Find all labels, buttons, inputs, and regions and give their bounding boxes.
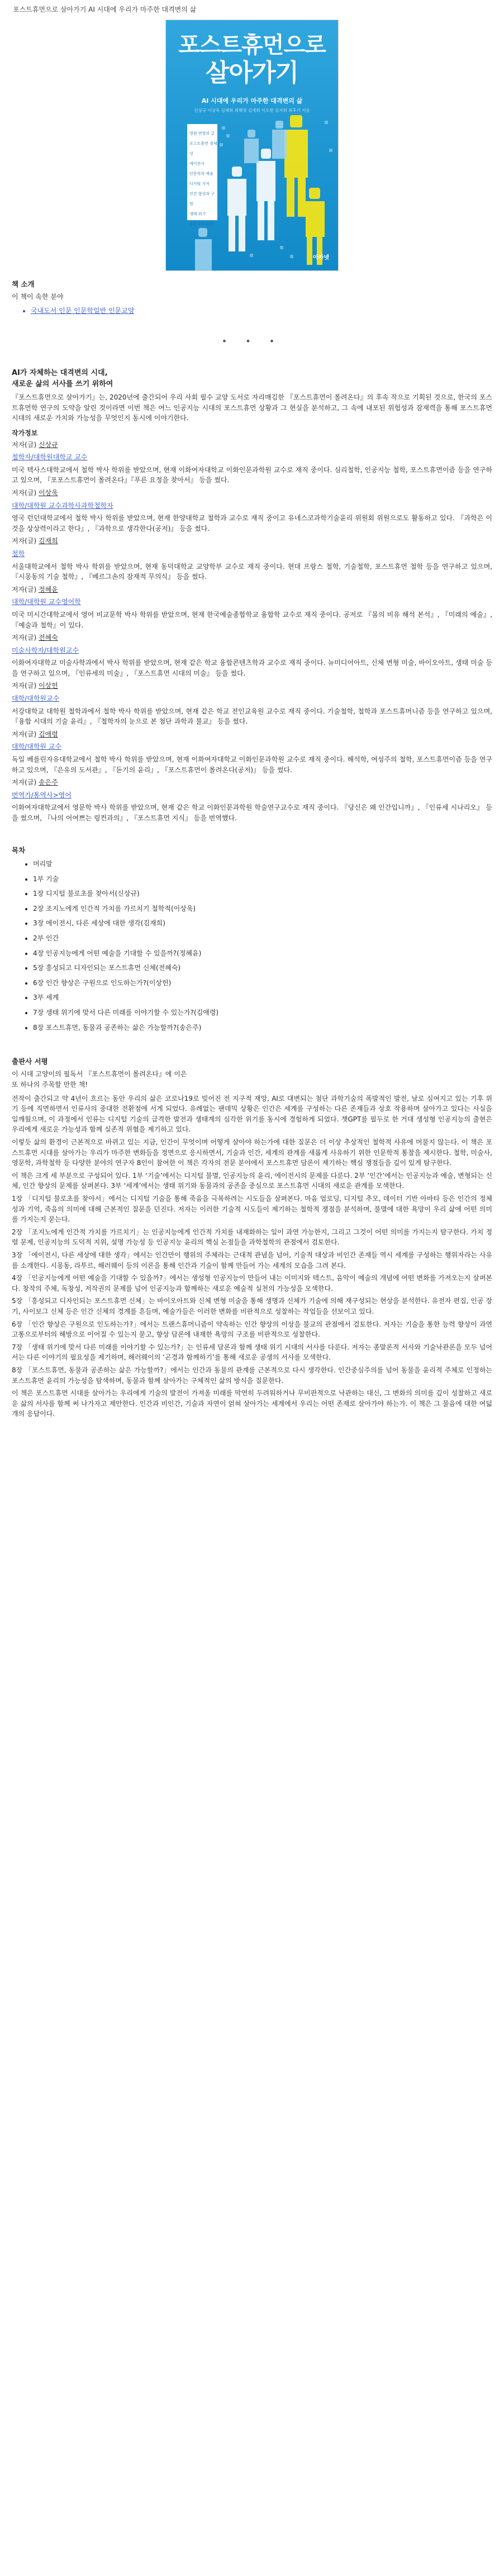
review-paragraph: 5장 「흥성되고 디자인되는 포스트휴먼 신체」는 바이오아트와 신체 변형 미술을 통해 생명과 신체가 기술에 의해 재구성되는 현상을 분석한다. 유전자 편집, 인공 장기, 사이보그 신체 등은 인간 신체의 경계를 흔들며, 예술가들은 이러한 변화를 비판적으로 성찰하는 작업들을 선보이고 있다.: [12, 1297, 492, 1315]
review-lead-2: 또 하나의 주목할 만한 책!: [12, 1081, 88, 1089]
toc-list: [12, 859, 492, 1033]
author-label: 저자(글): [12, 730, 37, 738]
toc-item: • 1장 디지털 불로초를 찾아서(신상규): [33, 888, 492, 899]
field-heading: 이 책이 속한 분야: [12, 292, 64, 301]
intro-title: AI가 자체하는 대격변의 시대,: [12, 368, 108, 377]
breadcrumb: 포스트휴먼으로 살아가기 AI 시대에 우리가 마주한 대격변의 삶: [13, 6, 197, 13]
author-bio: 미국 텍사스대학교에서 철학 박사 학위를 받았으며, 현재 이화여자대학교 이화인문과학원 교수로 재직 중이다. 심리철학, 인공지능 철학, 포스트휴먼이즘 등을 연구하고 있으며, 『포포스트휴먼이 몰려온다』『푸른 요정을 찾아서』 등을 썼다.: [12, 465, 492, 484]
toc-item: • 2장 조지노에게 인간적 가치를 가르치기 철학적(이상욱): [33, 904, 492, 914]
toc-item: • 2부 인간: [33, 933, 492, 944]
author-entry: [12, 729, 492, 775]
author-role[interactable]: 대학/대학원 교수과학사과학철학자: [12, 501, 113, 510]
author-label: 저자(글): [12, 634, 37, 642]
book-cover[interactable]: [165, 20, 339, 271]
cover-toc-list: [189, 129, 217, 229]
book-intro-heading: 책 소개: [12, 279, 35, 288]
author-bio: 서울대학교에서 철학 박사 학위를 받았으며, 현재 동덕대학교 교양학부 교수로 재직 중이다. 현대 프랑스 철학, 기술철학, 포스트휴먼 철학 등을 연구하고 있으며, 『시몽동의 기술 철학』, 『베르그손의 잠재적 무의식』 등을 썼다.: [12, 562, 492, 581]
field-list: [12, 306, 492, 316]
author-role[interactable]: 미술사학자/대학원교수: [12, 646, 79, 654]
author-entry: [12, 681, 492, 726]
author-name[interactable]: 송은주: [38, 778, 58, 787]
review-paragraph: 전작이 출간되고 약 4년이 흐르는 동안 우리의 삶은 코로나19로 빚어진 전 지구적 재앙, AI로 대변되는 첨단 과학기술의 폭발적인 발전, 날로 심여지고 있는 기후 위기 등에 직면하면서 인류사의 중대한 전환점에 서게 되었다. 유례없는 팬데믹 상황은 인간은 세계를 구성하는 다른 존재들과 상호 작용하며 살아가고 있다는 사실을 일깨웠으며, 이 과정에서 인류는 디지털 기술의 급격한 발전과 생태계의 심각한 위기를 동시에 경험하게 되었다. 챗GPT를 필두로 한 거대 생성형 인공지능의 출현은 우리에게 새로운 가능성과 함께 실존적 위협을 제기하고 있다.: [12, 1094, 492, 1134]
toc-item: • 8장 포스트휴먼, 동물과 공존하는 삶은 가능할까?(송은주): [33, 1023, 492, 1033]
author-role[interactable]: 대학/대학원교수: [12, 695, 60, 703]
author-role[interactable]: 철학: [12, 549, 25, 558]
author-name[interactable]: 정혜윤: [38, 585, 58, 593]
review-heading: 출판사 서평: [12, 1057, 48, 1066]
author-name-line: [12, 681, 492, 691]
author-label: 저자(글): [12, 537, 37, 545]
author-name-line: [12, 633, 492, 643]
review-paragraph: 1장 「디지털 불로초를 찾아서」에서는 디지털 기술을 통해 죽음을 극복하려는 시도들을 살펴본다. 마음 업로딩, 디지털 추모, 데이터 기반 아바타 등은 인간의 정체성과 기억, 죽음의 의미에 대해 근본적인 질문을 던진다. 저자는 이러한 기술적 시도들이 제기하는 철학적 쟁점을 분석하며, 불멸에 대한 욕망이 우리 삶에 어떤 의미를 가지는지 묻는다.: [12, 1195, 492, 1224]
review-paragraph: 3장 「에이전시, 다른 세상에 대한 생각」에서는 인간만이 행위의 주체라는 근대적 관념을 넘어, 기술적 대상과 비인간 존재들 역시 세계를 구성하는 행위자라는 사유를 소개한다. 시몽동, 라투르, 해러웨이 등의 이론을 통해 인간과 기술이 함께 만들어 가는 세계의 모습을 그려 본다.: [12, 1251, 492, 1270]
cover-toc-item: 디지털 지식: [189, 181, 210, 186]
intro-title-2: 새로운 삶의 서사를 쓰기 위하여: [12, 380, 113, 389]
author-entry: [12, 488, 492, 534]
toc-item: • 1부 기술: [33, 874, 492, 885]
review-paragraph: 이렇듯 삶의 환경이 근본적으로 바뀌고 있는 지금, 인간이 무엇이며 어떻게 살아야 하는가에 대한 질문은 더 이상 추상적인 철학적 사유에 머물지 않는다. 이 책은 포스트휴먼 시대를 살아가는 우리가 마주한 변화들을 정면으로 응시하면서, 기술과 인간, 세계의 관계를 새롭게 사유하기 위한 인문학적 통찰을 제시한다. 철학, 미술사, 영문학, 과학철학 등 다양한 분야의 연구자 8인이 참여한 이 책은 각자의 전문 분야에서 포스트휴먼 담론이 제기하는 핵심 쟁점들을 깊이 있게 탐구한다.: [12, 1138, 492, 1167]
toc-item: • 3부 세계: [33, 992, 492, 1003]
cover-title-line1: 포스트휴먼으로: [178, 32, 326, 58]
author-bio: 미국 미시간대학교에서 영어 비교문학 박사 학위를 받았으며, 현재 한국예술종합학교 융합학 교수로 재직 중이다. 공저로 『몸의 비유 해석 본석』, 『미래의 예술』, 『예술과 철학』이 있다.: [12, 610, 492, 629]
cover-subtitle: AI 시대에 우리가 마주한 대격변의 삶: [201, 97, 303, 104]
toc-item: • 5장 흥성되고 디자인되는 포스트휴먼 신체(전혜숙): [33, 963, 492, 973]
author-bio: 영국 런던대학교에서 철학 박사 학위를 받았으며, 현재 한양대학교 철학과 교수로 재직 중이고 유네스코과학기술윤리 위원회 위원으로도 활동하고 있다. 『과학은 이것을 상상력이라고 한다』, 『과학으로 생각한다(공저)』 등을 썼다.: [12, 514, 492, 533]
author-bio: 독일 베를린자유대학교에서 철학 박사 학위를 받았으며, 현재 이화여자대학교 이화인문과학원 교수로 재직 중이다. 해석학, 여성주의 철학, 포스트휴먼이즘 등을 연구하고 있으며, 『은유의 도서관』, 『듣기의 윤리』, 『포스트휴먼이 몰려온다(공저)』 등을 썼다.: [12, 755, 492, 774]
cover-toc-item: 인문학과 예술: [189, 171, 213, 176]
cover-toc-item: 에이전시: [189, 161, 205, 166]
author-list: [12, 440, 492, 824]
author-name[interactable]: 김애령: [38, 730, 58, 738]
author-name-line: [12, 440, 492, 450]
author-entry: [12, 536, 492, 582]
author-name[interactable]: 전혜숙: [38, 634, 58, 642]
author-bio: 이화여자대학교에서 영문학 박사 학위를 받았으며, 현재 같은 학교 이화인문과학원 학술연구교수로 재직 중이다. 『당신은 왜 인간입니까』, 『인류세 시나리오』 등을 썼으며, 『나의 어여쁘는 링컨과의』, 『포스트휴먼 지식』 등을 번역했다.: [12, 804, 492, 823]
review-paragraph: 8장 「포스트휴먼, 동물과 공존하는 삶은 가능할까?」에서는 인간과 동물의 관계를 근본적으로 다시 생각한다. 인간중심주의를 넘어 동물을 윤리적 주체로 인정하는 포스트휴먼 윤리의 가능성을 탐색하며, 동물과 함께 살아가는 구체적인 삶의 방식을 질문한다.: [12, 1366, 492, 1385]
author-role[interactable]: 대학/대학원 교수: [12, 743, 62, 751]
author-name-line: [12, 729, 492, 740]
review-paragraph: 6장 「인간 향상은 구원으로 인도하는가?」에서는 트랜스휴머니즘이 약속하는 인간 향상의 이상을 불교의 관점에서 검토한다. 저자는 기술을 통한 능력 향상이 과연 고통으로부터의 해방으로 이어질 수 있는지 묻고, 향상 담론에 내재한 욕망의 구조를 비판적으로 성찰한다.: [12, 1320, 492, 1339]
author-label: 저자(글): [12, 488, 37, 497]
cover-toc-item: 인간 향상과 구원: [189, 191, 215, 206]
review-paragraph: 이 책은 포스트휴먼 시대를 살아가는 우리에게 기술의 발전이 가져올 미래를 막연히 두려워하거나 무비판적으로 낙관하는 대신, 그 변화의 의미를 깊이 성찰하고 새로운 삶의 서사를 함께 써 나가자고 제안한다. 인간과 비인간, 기술과 자연이 얽혀 살아가는 세계에서 우리는 어떤 존재로 살아가야 하는가. 이 책은 그 물음에 대한 여덟 개의 응답이다.: [12, 1389, 492, 1418]
toc-item: • 7장 생태 위기에 맞서 다른 미래를 이야기할 수 있는가?(김애령): [33, 1007, 492, 1018]
author-name[interactable]: 신상규: [38, 440, 58, 449]
author-entry: [12, 584, 492, 630]
cover-title: [166, 32, 338, 88]
review-paragraph: 4장 「인공지능에게 어떤 예술을 기대할 수 있을까?」에서는 생성형 인공지능이 만들어 내는 이미지와 텍스트, 음악이 예술의 개념에 어떤 변화를 가져오는지 살펴본다. 창작의 주체, 독창성, 저작권의 문제를 넘어 인공지능과 함께하는 새로운 예술적 실천의 가능성을 모색한다.: [12, 1274, 492, 1292]
cover-title-line2: 살아가기: [205, 58, 298, 87]
cover-authors: 신상규 이상욱 김재희 최혜정 김재희 이도현 김지희 최후기 지음: [194, 107, 310, 113]
section-separator: • • •: [221, 336, 283, 347]
field-link[interactable]: • 국내도서 인문 인문학일반 인문교양: [31, 306, 492, 316]
review-paragraph: 이 책은 크게 세 부분으로 구성되어 있다. 1부 ‘기술’에서는 디지털 불멸, 인공지능의 윤리, 에이전시의 문제를 다룬다. 2부 ‘인간’에서는 인공지능과 예술, 변형되는 신체, 인간 향상의 문제를 살펴본다. 3부 ‘세계’에서는 생태 위기와 동물과의 공존을 중심으로 포스트휴먼 시대의 새로운 관계를 모색한다.: [12, 1171, 493, 1190]
page: [12, 0, 492, 1419]
cover-toc-item: 영원 번영의 글: [189, 131, 215, 136]
author-entry: [12, 633, 492, 678]
review-lead: 이 시대 고양이의 필독서 『포스트휴먼이 몰려온다』에 이은: [12, 1070, 187, 1078]
intro-body: 『포스트휴먼으로 살아가기』는, 2020년에 출간되어 우리 사회 필수 교양 도서로 자리매김한 『포스트휴먼이 몰려온다』의 후속 작으로 기획된 것으로, 한국의 포스트휴먼학 연구의 도약을 알린 것이라면 이번 책은 여느 인공지능 시대의 포스트휴먼 상황과 그 현실을 분석하고, 그 속에 내포된 위험성과 잠재력을 통해 포스트휴먼 시대의 새로운 가치와 가능성을 무엇인지 동시에 이야기한다.: [12, 393, 492, 422]
author-label: 저자(글): [12, 682, 37, 690]
author-entry: [12, 777, 492, 823]
author-entry: [12, 440, 492, 486]
author-role[interactable]: 대학/대학원 교수영어학: [12, 598, 81, 606]
author-section-heading: 작가정보: [12, 429, 38, 438]
cover-toc-item: 생태 위기: [189, 211, 206, 216]
review-body: [12, 1094, 492, 1419]
author-name[interactable]: 이상헌: [38, 682, 58, 690]
toc-item: • 3장 에이전시, 다른 세상에 대한 생각(김재희): [33, 918, 492, 929]
author-name-line: [12, 488, 492, 498]
author-role[interactable]: 철학자/대학원대학교 교수: [12, 453, 88, 462]
cover-publisher-logo: 아카넷: [313, 255, 329, 262]
author-name[interactable]: 김재희: [38, 537, 58, 545]
toc-heading: 목차: [12, 845, 26, 854]
author-bio: 서강대학교 대학원 철학과에서 철학 박사 학위를 받았으며, 현재 같은 학교 전인교육원 교수로 재직 중이다. 기술철학, 철학과 포스트휴머니즘 등을 연구하고 있으며, 『융합 시대의 기술 윤리』, 『철학자의 눈으로 본 첨단 과학과 불교』 등을 썼다.: [12, 707, 492, 726]
cover-toc-item: 동물과의 공존: [189, 221, 213, 226]
author-name-line: [12, 536, 492, 546]
author-name[interactable]: 이상욱: [38, 488, 58, 497]
author-label: 저자(글): [12, 778, 37, 787]
toc-item: • 머리말: [33, 859, 492, 869]
author-bio: 이화여자대학교 미술사학과에서 박사 학위를 받았으며, 현재 같은 학교 융합콘텐츠학과 교수로 재직 중이다. 뉴미디어아트, 신체 변형 미술, 바이오아트, 생태 미술 등을 연구하고 있으며, 『인류세의 미술』, 『포스트휴먼 시대의 미술』 등을 썼다.: [12, 659, 492, 677]
cover-toc-item: 포스트휴먼 정체성: [189, 141, 217, 156]
toc-item: • 6장 인간 향상은 구원으로 인도하는가?(이상헌): [33, 978, 492, 988]
review-paragraph: 2장 「조지노에게 인간적 가치를 가르치기」는 인공지능에게 인간적 가치를 내재화하는 일이 과연 가능한지, 그리고 그것이 어떤 의미를 가지는지 탐구한다. 가치 정렬 문제, 인공지능의 도덕적 지위, 설명 가능성 등 인공지능 윤리의 핵심 논점들을 과학철학의 관점에서 검토한다.: [12, 1228, 492, 1247]
author-label: 저자(글): [12, 585, 37, 593]
author-label: 저자(글): [12, 440, 37, 449]
toc-item: • 4장 인공지능에게 어떤 예술을 기대할 수 있을까?(정혜윤): [33, 948, 492, 959]
author-name-line: [12, 584, 492, 595]
author-role[interactable]: 번역가/통역사>영어: [12, 791, 72, 799]
author-name-line: [12, 777, 492, 788]
review-paragraph: 7장 「생태 위기에 맞서 다른 미래를 이야기할 수 있는가?」는 인류세 담론과 함께 생태 위기 시대의 서사를 다룬다. 저자는 종말론적 서사와 기술낙관론을 모두 넘어서는 다른 이야기의 필요성을 제기하며, 해러웨이의 ‘곤경과 함께하기’를 통해 새로운 공생의 서사를 모색한다.: [12, 1343, 492, 1362]
